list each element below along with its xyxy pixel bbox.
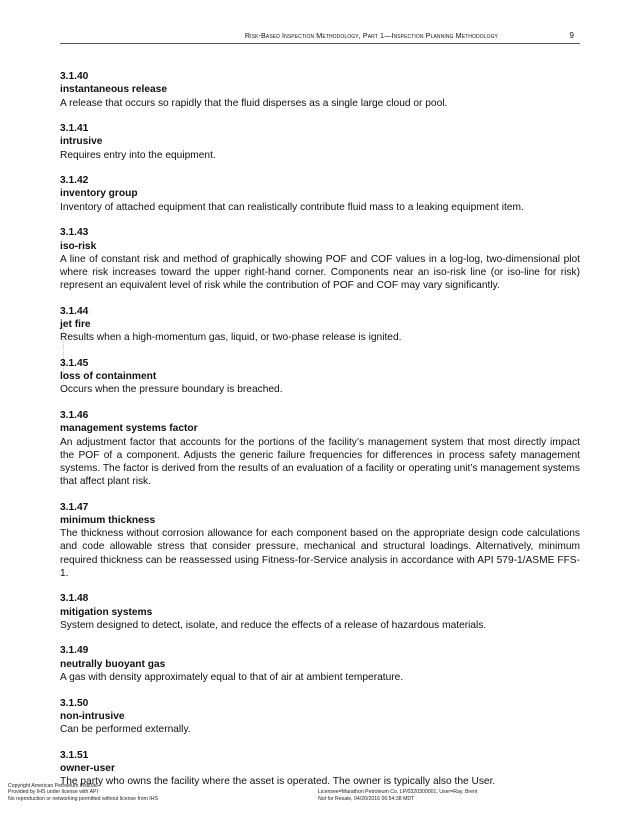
clause-number: 3.1.47 xyxy=(60,501,89,513)
definition-entry xyxy=(60,174,580,214)
footer-line: Copyright American Petroleum Institute xyxy=(8,783,98,789)
term: instantaneous release xyxy=(60,84,168,96)
clause-number: 3.1.42 xyxy=(60,175,89,187)
definition-entry xyxy=(60,592,580,632)
definition-text: An adjustment factor that accounts for the portions of the facility’s management system that most directly impact the POF of a component. Adjusts the generic failure frequencies for differences in process safety management systems. The factor is derived from the results of an evaluation of a facility or operating unit’s management systems that affect plant risk. xyxy=(60,436,580,488)
page-number: 9 xyxy=(569,31,574,40)
clause-number: 3.1.45 xyxy=(60,357,89,369)
definition-entry xyxy=(60,70,580,110)
definition-entry xyxy=(60,409,580,488)
term: minimum thickness xyxy=(60,514,156,526)
footer-copyright xyxy=(8,783,158,802)
page-header xyxy=(60,31,580,44)
term: management systems factor xyxy=(60,423,198,435)
clause-number: 3.1.49 xyxy=(60,645,89,657)
definition-entry xyxy=(60,305,580,345)
term: jet fire xyxy=(60,319,91,331)
clause-number: 3.1.51 xyxy=(60,749,89,761)
definition-entry xyxy=(60,226,580,292)
clause-number: 3.1.50 xyxy=(60,697,89,709)
footer-line: No reproduction or networking permitted without license from IHS xyxy=(8,795,158,802)
running-title: Risk-Based Inspection Methodology, Part 1—Inspection Planning Methodology xyxy=(244,31,498,40)
definition-entry xyxy=(60,357,580,397)
clause-number: 3.1.41 xyxy=(60,123,89,135)
definition-text: The party who owns the facility where the asset is operated. The owner is typically also the User. xyxy=(60,776,496,788)
definition-text: Results when a high-momentum gas, liquid, or two-phase release is ignited. xyxy=(60,332,402,344)
clause-number: 3.1.44 xyxy=(60,305,89,317)
definition-entry xyxy=(60,122,580,162)
definition-entry xyxy=(60,501,580,580)
term: neutrally buoyant gas xyxy=(60,658,166,670)
definitions-list xyxy=(60,70,580,801)
term: non-intrusive xyxy=(60,710,125,722)
definition-text: A line of constant risk and method of graphically showing POF and COF values in a log-log, two-dimensional plot where risk increases toward the upper right-hand corner. Components near an iso-risk line (or iso-line for risk) represent an equivalent level of risk while the contribution of POF and COF may vary significantly. xyxy=(60,253,580,292)
clause-number: 3.1.40 xyxy=(60,71,89,82)
footer-line: Not for Resale, 04/20/2016 06:54:38 MDT xyxy=(318,795,415,802)
term: owner-user xyxy=(60,762,115,774)
clause-number: 3.1.48 xyxy=(60,593,89,605)
definition-text: The thickness without corrosion allowance for each component based on the appropriate design code calculations and code allowable stress that consider pressure, mechanical and structural loadings. Alternatively, minimum required thickness can be reassessed using Fitness-for-Service analysis in accordance with API 579-1/ASME FFS-1. xyxy=(60,528,580,579)
footer-line: Provided by IHS under license with API xyxy=(8,789,98,796)
clause-number: 3.1.43 xyxy=(60,227,89,239)
definition-text: Can be performed externally. xyxy=(60,724,191,736)
term: inventory group xyxy=(60,188,138,200)
definition-text: A gas with density approximately equal to that of air at ambient temperature. xyxy=(60,672,404,684)
definition-entry xyxy=(60,697,580,737)
definition-text: System designed to detect, isolate, and reduce the effects of a release of hazardous materials. xyxy=(60,619,487,631)
term: loss of containment xyxy=(60,371,157,383)
clause-number: 3.1.46 xyxy=(60,409,89,421)
definition-text: A release that occurs so rapidly that the fluid disperses as a single large cloud or pool. xyxy=(60,97,448,109)
footer-line: Licensee=Marathon Petroleum Co. LP/0320300001, User=Ray, Brent xyxy=(318,789,478,796)
definition-text: Inventory of attached equipment that can realistically contribute fluid mass to a leaking equipment item. xyxy=(60,201,524,213)
definition-entry xyxy=(60,644,580,684)
term: iso-risk xyxy=(60,240,97,252)
term: mitigation systems xyxy=(60,606,153,618)
definition-text: Occurs when the pressure boundary is breached. xyxy=(60,384,283,396)
term: intrusive xyxy=(60,136,103,148)
definition-text: Requires entry into the equipment. xyxy=(60,149,216,161)
footer-license xyxy=(318,783,477,802)
